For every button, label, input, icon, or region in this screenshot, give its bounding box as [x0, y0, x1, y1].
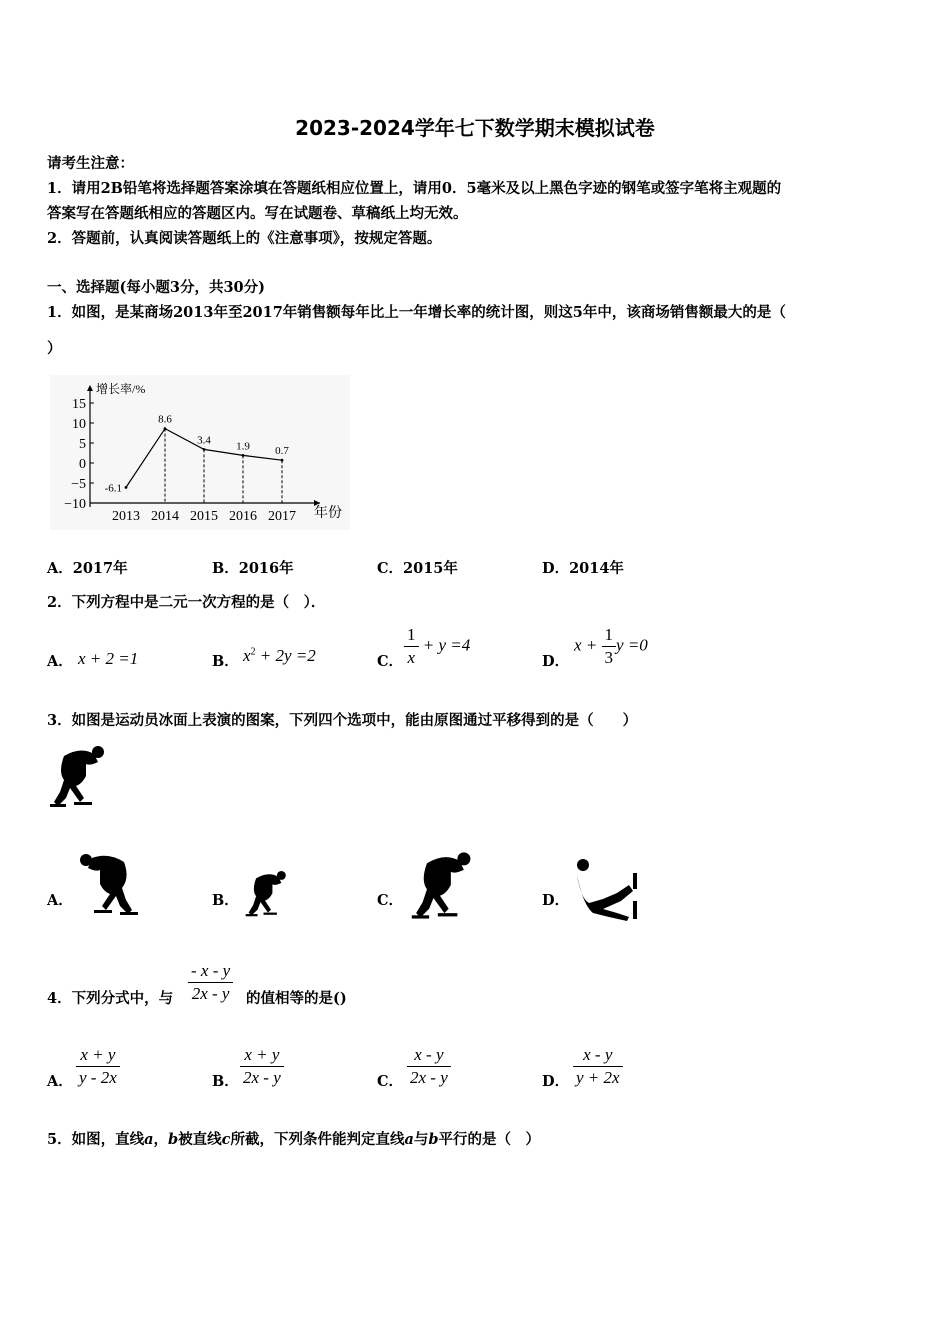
q3-text: 3．如图是运动员冰面上表演的图案，下列四个选项中，能由原图通过平移得到的是（ ） — [47, 712, 638, 729]
chart-data-point — [125, 486, 128, 489]
notice-line-1a: 1．请用2B铅笔将选择题答案涂填在答题纸相应位置上，请用0．5毫米及以上黑色字迹的钢笔或签字笔将主观题的 — [47, 180, 782, 197]
chart-data-label: 3.4 — [197, 434, 211, 447]
chart-x-tick-label: 2017 — [268, 509, 296, 524]
q3-option-c[interactable]: C． — [377, 892, 404, 909]
chart-data-point — [164, 427, 167, 430]
q2-option-a-label[interactable]: A． — [47, 653, 73, 670]
notice-line-1b: 答案写在答题纸相应的答题区内。写在试题卷、草稿纸上均无效。 — [47, 205, 468, 222]
notice-heading: 请考生注意： — [47, 155, 134, 172]
skater-option-a-figure[interactable] — [78, 848, 144, 920]
q2-option-a-equation: x + 2 =1 — [78, 649, 139, 668]
chart-x-tick-label: 2013 — [112, 509, 140, 524]
chart-y-tick-label: 0 — [79, 457, 86, 472]
q2-option-b-label[interactable]: B． — [212, 653, 239, 670]
notice-line-2: 2．答题前，认真阅读答题纸上的《注意事项》，按规定答题。 — [47, 230, 442, 247]
q2-option-c-equation: $\frac{1}{x}$ + y =4 — [404, 625, 470, 668]
q1-option-b[interactable]: B．2016年 — [212, 560, 294, 577]
q1-option-d[interactable]: D．2014年 — [542, 560, 624, 577]
chart-data-label: 1.9 — [236, 440, 250, 453]
chart-x-tick-label: 2016 — [229, 509, 257, 524]
q4-option-a-label[interactable]: A． — [47, 1073, 73, 1090]
q3-option-a[interactable]: A． — [47, 892, 73, 909]
chart-data-point — [281, 459, 284, 462]
chart-data-point — [203, 448, 206, 451]
chart-data-label: -6.1 — [104, 482, 122, 495]
chart-y-tick-label: −10 — [64, 497, 86, 512]
q3-option-d[interactable]: D． — [542, 892, 570, 909]
q4-option-d-fraction: $\frac{x - y}{y + 2x}$ — [573, 1045, 623, 1088]
q4-option-d-label[interactable]: D． — [542, 1073, 570, 1090]
chart-data-label: 0.7 — [275, 445, 289, 458]
q4-text: 4．下列分式中，与 — [47, 990, 174, 1007]
chart-y-label: 增长率/% — [96, 382, 146, 396]
q4-main-fraction: $\frac{- x - y}{2x - y}$ — [188, 961, 233, 1004]
section-heading: 一、选择题(每小题3分，共30分) — [47, 279, 265, 296]
chart-background — [50, 375, 350, 530]
chart-y-tick-label: 10 — [72, 417, 86, 432]
chart-y-tick-label: 15 — [72, 397, 86, 412]
skater-option-d-figure[interactable] — [573, 855, 645, 923]
q4-option-b-label[interactable]: B． — [212, 1073, 239, 1090]
q4-option-a-fraction: $\frac{x + y}{y - 2x}$ — [76, 1045, 120, 1088]
q2-option-d-label[interactable]: D． — [542, 653, 570, 670]
q1-option-a[interactable]: A．2017年 — [47, 560, 128, 577]
chart-x-tick-label: 2015 — [190, 509, 218, 524]
page-title: 2023-2024学年七下数学期末模拟试卷 — [295, 116, 655, 140]
q2-option-c-label[interactable]: C． — [377, 653, 404, 670]
q5-text: 5．如图，直线a，b被直线c所截，下列条件能判定直线a与b平行的是（ ） — [47, 1131, 541, 1148]
q2-option-b-equation: $x^2 + 2y =2$ — [243, 646, 316, 665]
q1-option-c[interactable]: C．2015年 — [377, 560, 458, 577]
q2-text: 2．下列方程中是二元一次方程的是（ ）． — [47, 594, 326, 611]
q4-option-c-label[interactable]: C． — [377, 1073, 404, 1090]
skater-option-c-figure[interactable] — [405, 848, 475, 924]
chart-data-point — [242, 454, 245, 457]
q1-text-end: ） — [47, 340, 62, 357]
q4-text-end: 的值相等的是() — [246, 990, 347, 1007]
q4-option-c-fraction: $\frac{x - y}{2x - y}$ — [407, 1045, 451, 1088]
skater-original-figure — [46, 742, 106, 812]
chart-x-label: 年份 — [314, 506, 342, 521]
q2-option-d-equation: x + $\frac{1}{3}$ y =0 — [574, 625, 648, 667]
q4-option-b-fraction: $\frac{x + y}{2x - y}$ — [240, 1045, 284, 1088]
chart-x-tick-label: 2014 — [151, 509, 179, 524]
chart-y-tick-label: 5 — [79, 437, 86, 452]
chart-data-label: 8.6 — [158, 413, 172, 426]
q1-text: 1．如图，是某商场2013年至2017年销售额每年比上一年增长率的统计图，则这5年中，该商场销售额最大的是（ — [47, 304, 786, 321]
chart-y-tick-label: −5 — [71, 477, 86, 492]
growth-rate-chart — [50, 375, 350, 530]
skater-option-b-figure[interactable] — [241, 868, 289, 920]
q3-option-b[interactable]: B． — [212, 892, 239, 909]
